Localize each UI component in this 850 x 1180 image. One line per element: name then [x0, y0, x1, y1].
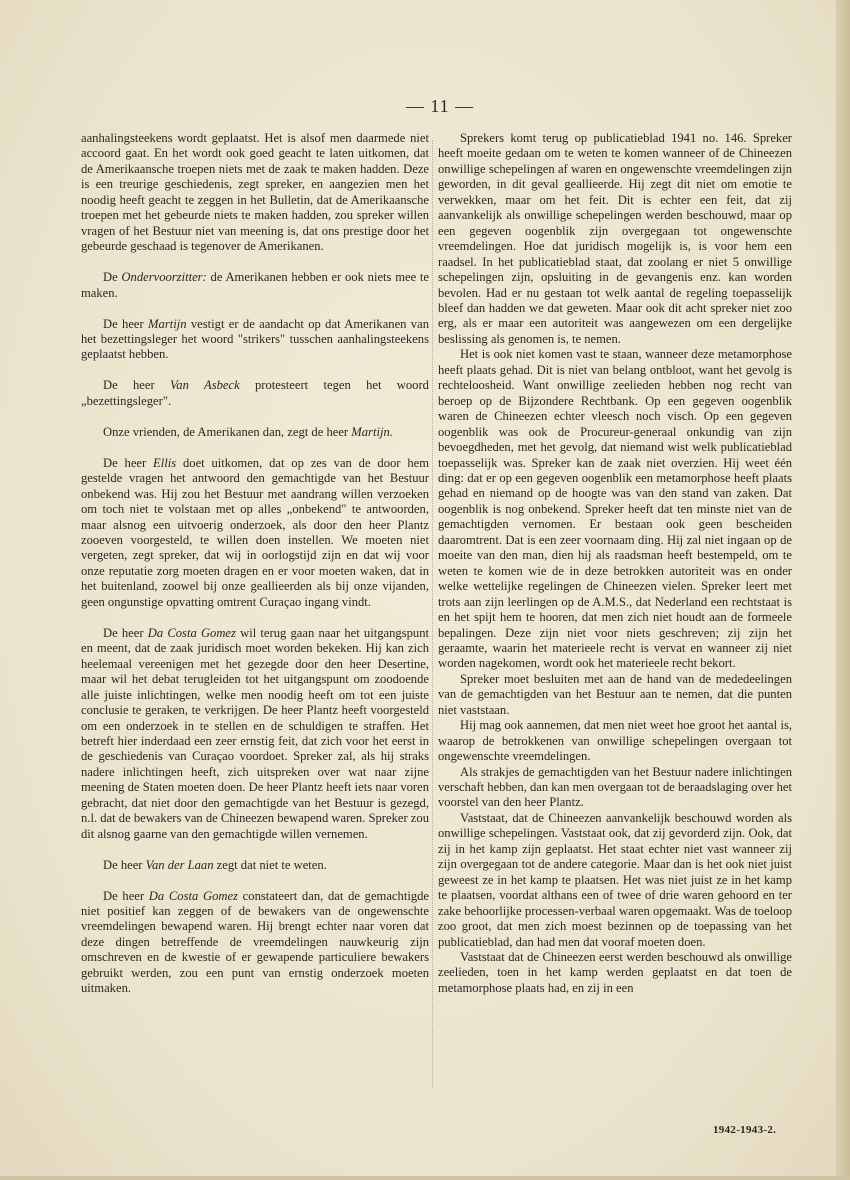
- paragraph: aanhalingsteekens wordt geplaatst. Het is alsof men daarmede niet accoord gaat. En het wordt ook goed geacht te laten uitkomen, dat de Amerikaansche troepen niets met de zaak te maken hadden. Deze is een treurige geschiedenis, zegt spreker, en aangezien men het noodig heeft geacht te zeggen in het Bulletin, dat de Amerikaansche troepen met het gebeurde niets te maken hadden, zou spreker willen vragen of het Bestuur niet van meening is, dat ons prestige door het gebeurde geschaad is tegenover de Amerikanen.: [81, 131, 429, 254]
- speaker-name: Martijn.: [351, 424, 393, 439]
- paragraph: Onze vrienden, de Amerikanen dan, zegt de heer Martijn.: [103, 424, 393, 439]
- paragraph: De heer Van der Laan zegt dat niet te weten.: [103, 857, 327, 872]
- speaker-name: Ellis: [153, 455, 177, 470]
- paragraph: De heer Ellis doet uitkomen, dat op zes van de door hem gestelde vragen het antwoord den gemachtigde van het Bestuur onbekend was. Hij zou het Bestuur met aandrang willen verzoeken om toch niet te volstaan met op alles „onbekend" te antwoorden, maar alsnog een uitvoerig onderzoek, als door den heer Plantz zooeven voorgesteld, te willen doen instellen. We moeten niet vergeten, zegt spreker, dat wij in oorlogstijd zijn en dat wij voor onze reputatie zorg moeten dragen en er voor moeten waken, dat in het buitenland, zoowel bij onze geallieerden als bij onze vijanden, geen ongunstige opvatting omtrent Curaçao ingang vindt.: [81, 455, 430, 609]
- paragraph: Het is ook niet komen vast te staan, wanneer deze metamorphose heeft plaats gehad. Dit is niet van belang ontbloot, want het gevolg is rechteloosheid. Want onwillige zeelieden hebben nog recht van beroep op de Bijzondere Rechtbank. Op een gegeven oogenblik waren de Chineezen echter vleesch noch visch. Op een gegeven oogenblik was ook de Procureur-generaal onkundig van zijn bevoegdheden, met het gevolg, dat niemand wist welk publicatieblad toepasselijk was. Spreker kan de zaak niet overzien. Hij weet één ding: dat er op een gegeven oogenblik een metamorphose heeft plaats gehad en niemand op de hoogte was van den stand van zaken. Dat oogenblik is nog onbekend. Spreker heeft dat ten minste niet van de gemachtigden vernomen. Er bestaan ook geen bescheiden daaromtrent. Dat is een zeer voornaam ding. Hij zal niet ingaan op de moeite van den man, dien hij als raadsman heeft bestempeld, om te weten te komen wie de in deze betrokken autoriteit was en onder welke wettelijke regelingen de Chineezen vielen. Spreker leert met trots aan zijn leerlingen op de A.M.S., dat Nederland een rechtstaat is en het spijt hem te hooren, dat men zich niet houdt aan de formeele bepalingen. Deze zijn niet voor niets geschreven; zij zijn het geraamte, waarin het materieele recht is vervat en wanneer zij niet worden nagekomen, wordt ook het materieele recht bekort.: [438, 347, 792, 671]
- paragraph: De heer Da Costa Gomez wil terug gaan naar het uitgangspunt en meent, dat de zaak juridisch moet worden bekeken. Hij kan zich heelemaal vereenigen met het gezegde door den heer Desertine, maar wil het debat terugleiden tot het uitgangspunt om zoodoende alle juiste inlichtingen, welke men noodig heeft om tot een juiste conclusie te geraken, te verkrijgen. De heer Plantz heeft voorgesteld om een onderzoek in te stellen en de schuldigen te straffen. Het betreft hier inderdaad een zeer ernstig feit, dat zich voor het eerst in de geschiedenis van Curaçao voordoet. Spreker zal, als hij straks nadere inlichtingen heeft, zich uitspreken over wat naar zijne meening de Staten moeten doen. De heer Plantz heeft iets naar voren gebracht, dat niet door den gemachtigde van het Bestuur is gezegd, n.l. dat de bewakers van de Chineezen bewapend waren. Spreker zou dit alsnog gaarne van den gemachtigde willen vernemen.: [81, 625, 430, 841]
- paragraph: Vaststaat, dat de Chineezen aanvankelijk beschouwd worden als onwillige schepelingen. Vaststaat ook, dat zij gevorderd zijn. Ook, dat zij in het kamp zijn geplaatst. Het staat echter niet vast wanneer zij zijn overgegaan tot de andere categorie. Maar dan is het ook niet juist geweest ze in het kamp te plaatsen. Het was niet juist ze in het kamp te plaatsen, voordat althans een of twee of drie waren gehoord en ter zake behoorlijke processen-verbaal waren opgemaakt. Was de toeloop zoo groot, dat men zich moest bezinnen op de toepassing van het publicatieblad, dan had men dat vooraf moeten doen.: [438, 810, 792, 949]
- page-number: — 11 —: [405, 96, 475, 116]
- paragraph: De heer Da Costa Gomez constateert dan, dat de gemachtigde niet positief kan zeggen of de bewakers van de ongewenschte vreemdelingen bewapend waren. Hij brengt echter naar voren dat deze dingen betreffende de vreemdelingen nauwkeurig zijn omschreven en de kwestie of er gewapende particuliere bewakers gebruikt werden, zou een punt van ernstig onderzoek moeten uitmaken.: [81, 888, 430, 996]
- paragraph: Vaststaat dat de Chineezen eerst werden beschouwd als onwillige zeelieden, toen in het kamp werden geplaatst en dat toen de metamorphose plaats had, en zij in een: [438, 950, 792, 995]
- left-column: [81, 131, 429, 1012]
- speaker-name: Da Costa Gomez: [148, 888, 238, 903]
- paragraph: Sprekers komt terug op publicatieblad 1941 no. 146. Spreker heeft moeite gedaan om te weten te komen wanneer of de Chineezen onwillige schepelingen af waren en ongewenschte vreemdelingen zijn geworden, in dit geval geallieerde. Hij zegt dit niet om emotie te verwekken, maar om het feit. Dit is echter een feit, dat zij aanvankelijk als onwillige schepelingen werden beschouwd, maar op een gegeven oogenblik zijn overgegaan tot ongewenschte vreemdelingen. Hoe dat juridisch mogelijk is, is voor hem een raadsel. In het publicatieblad staat, dat zoolang er niet 5 onwillige schepelingen zijn, opsluiting in de gevangenis enz. kan worden bevolen. Had er nu gestaan tot welk aantal de regeling toepasselijk bleef dan hadden we dat geweten. Maar ook dit acht spreker niet zoo erg, als er maar een autoriteit was aangewezen om een dergelijke beslissing als genomen is, te nemen.: [438, 131, 792, 346]
- paragraph: De heer Martijn vestigt er de aandacht op dat Amerikanen van het bezettingsleger het woord "strikers" tusschen aanhalingsteekens geplaatst hebben.: [81, 316, 429, 362]
- speaker-name: Martijn: [148, 316, 187, 331]
- page-edge-bottom: [0, 1176, 850, 1180]
- document-code: 1942-1943-2.: [713, 1124, 777, 1136]
- paragraph: Hij mag ook aannemen, dat men niet weet hoe groot het aantal is, waarop de betrokkenen van onwillige schepelingen overgaan tot ongewenschte vreemdelingen.: [438, 718, 792, 764]
- speaker-name: Ondervoorzitter:: [121, 270, 207, 285]
- page-edge: [836, 0, 850, 1180]
- column-divider: [432, 140, 434, 1088]
- speaker-name: Van Asbeck: [170, 378, 240, 393]
- paragraph: Spreker moet besluiten met aan de hand van de mededeelingen van de gemachtigden van het Bestuur aan te nemen, dat die punten niet vaststaan.: [438, 671, 792, 717]
- speaker-name: Van der Laan: [145, 857, 214, 872]
- paragraph: De heer Van Asbeck protesteert tegen het woord „bezettingsleger".: [81, 378, 429, 408]
- paragraph: De Ondervoorzitter: de Amerikanen hebben er ook niets mee te maken.: [81, 270, 429, 300]
- paragraph: Als strakjes de gemachtigden van het Bestuur nadere inlichtingen verschaft hebben, dan kan men overgaan tot de beraadslaging over het voorstel van den heer Plantz.: [438, 764, 793, 810]
- right-column: [438, 131, 792, 996]
- speaker-name: Da Costa Gomez: [147, 625, 236, 640]
